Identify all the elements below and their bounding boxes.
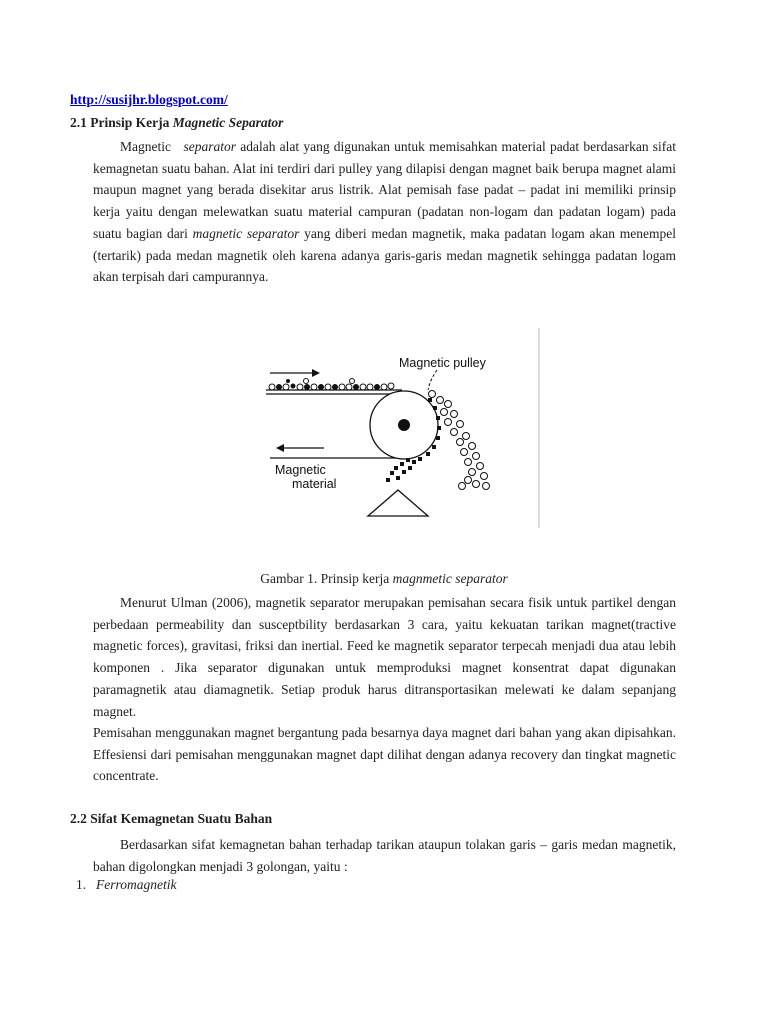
- return-arrow-head: [276, 444, 284, 452]
- list-number: 1.: [76, 877, 87, 892]
- pulley-axle: [398, 419, 410, 431]
- section-2-1-paragraph-3: [93, 722, 676, 787]
- section-2-1-heading: [70, 115, 283, 131]
- p1-text-2: yang diberi medan magnetik, maka padatan logam akan menempel (tertarik) pada medan magnetik oleh karena adanya garis-garis medan magnetik sehingga padatan logam akan terpisah dari campurannya.: [93, 225, 676, 285]
- feed-arrow-head: [312, 369, 320, 377]
- list-label-ferromagnetik: Ferromagnetik: [96, 877, 177, 892]
- section-2-1-paragraph-1: [93, 136, 676, 288]
- section-2-1-title: Magnetic Separator: [172, 115, 284, 130]
- figure-caption: [0, 571, 768, 587]
- section-2-2-heading: 2.2 Sifat Kemagnetan Suatu Bahan: [70, 811, 273, 826]
- p1-italic-magnetic-separator: magnetic separator: [192, 225, 300, 241]
- feed-particles: [269, 379, 394, 391]
- magnetic-separator-figure: [262, 328, 542, 528]
- section-2-2-paragraph-1: [93, 834, 676, 877]
- splitter-triangle: [368, 490, 428, 516]
- blog-link[interactable]: http://susijhr.blogspot.com/: [70, 92, 228, 107]
- magnetic-separator-diagram: [262, 328, 542, 528]
- section-2-1-paragraph-2: [93, 592, 676, 722]
- pulley-label-leader: [428, 370, 437, 390]
- label-material: material: [292, 477, 337, 491]
- p1-text-1: adalah alat yang digunakan untuk memisahkan material padat berdasarkan sifat kemagnetan suatu bahan. Alat ini terdiri dari pulley yang dilapisi dengan magnet baik berupa magnet alami maupun magnet yang berada disekitar arus listrik. Alat pemisah fase padat – padat ini memiliki prinsip kerja yaitu dengan melewatkan suatu material campuran (padatan non-logam dan padatan logam) pada suatu bagian dari: [93, 139, 677, 241]
- p1-word-magnetic: Magnetic: [120, 139, 171, 154]
- label-magnetic-pulley: Magnetic pulley: [399, 356, 486, 370]
- label-magnetic: Magnetic: [275, 463, 326, 477]
- p1-word-separator: separator: [183, 139, 237, 154]
- caption-text: Gambar 1. Prinsip kerja: [260, 571, 393, 586]
- caption-italic: magnmetic separator: [392, 571, 508, 586]
- section-2-1-number: 2.1 Prinsip Kerja: [70, 115, 173, 130]
- p3-text: Pemisahan menggunakan magnet bergantung pada besarnya daya magnet dari bahan yang akan dipisahkan. Effesiensi dari pemisahan menggunakan magnet dapt dilihat dengan adanya recovery dan tingkat magnetic concentrate.: [93, 725, 676, 784]
- p2-text: Menurut Ulman (2006), magnetik separator merupakan pemisahan secara fisik untuk partikel dengan perbedaan permeability dan susceptbility berdasarkan 3 cara, yaitu kekuatan tarikan magnet(tractive magnetic forces), gravitasi, friksi dan inertial. Feed ke magnetik separator terpecah menjadi dua atau lebih komponen . Jika separator digunakan untuk memproduksi magnet konsentrat dapat digunakan paramagnetik atau diamagnetik. Setiap produk harus ditransportasikan melewati ke dalam sepanjang magnet.: [93, 595, 676, 719]
- list-item: [76, 877, 176, 893]
- s2-p1-text: Berdasarkan sifat kemagnetan bahan terhadap tarikan ataupun tolakan garis – garis medan magnetik, bahan digolongkan menjadi 3 golongan, yaitu :: [93, 837, 676, 874]
